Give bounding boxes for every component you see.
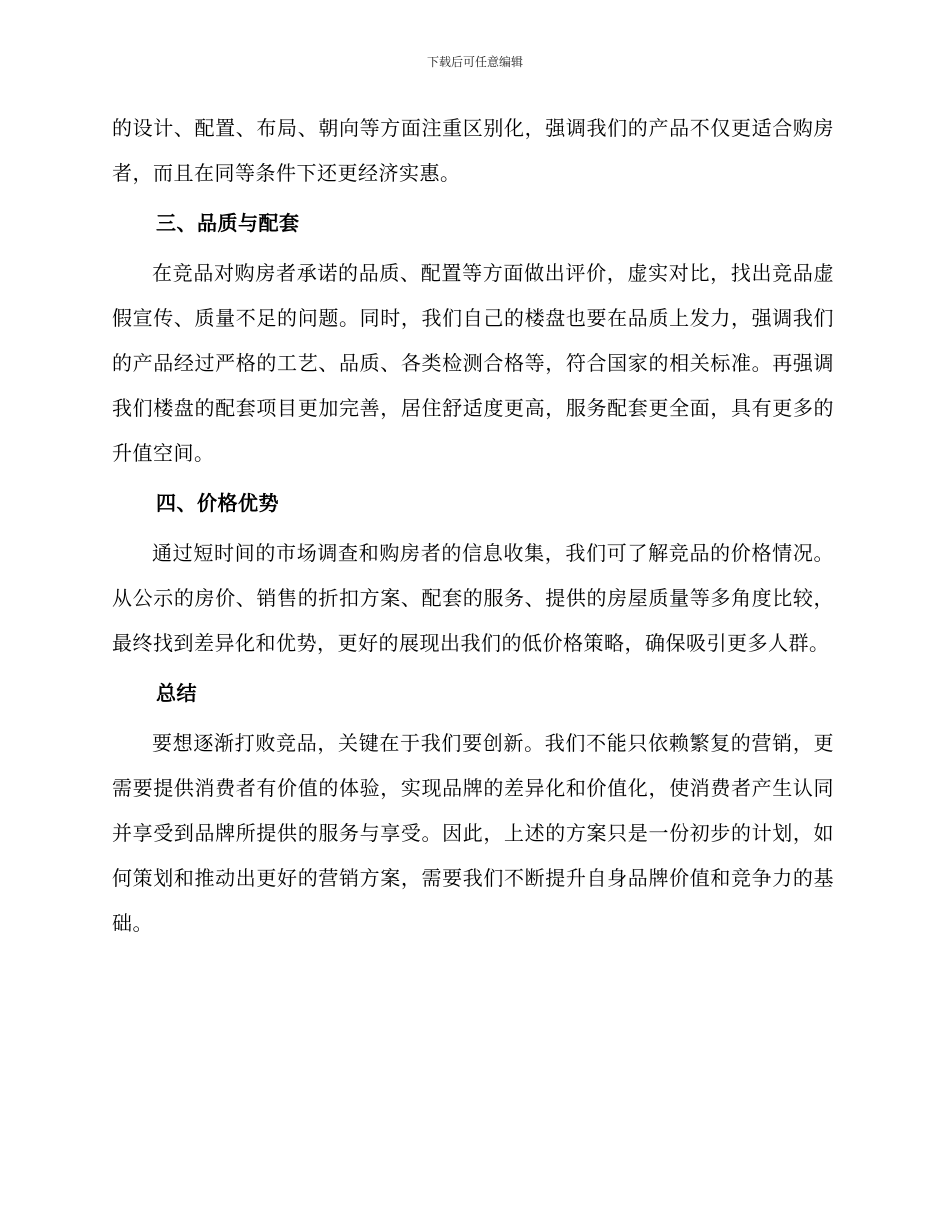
document-body (112, 106, 834, 946)
section-heading-summary: 总结 (156, 681, 197, 705)
paragraph-summary: 要想逐渐打败竞品，关键在于我们要创新。我们不能只依赖繁复的营销，更需要提供消费者有价值的体验，实现品牌的差异化和价值化，使消费者产生认同并享受到品牌所提供的服务与享受。因此，上述的方案只是一份初步的计划，如何策划和推动出更好的营销方案，需要我们不断提升自身品牌价值和竞争力的基础。 (112, 731, 834, 935)
paragraph-continued-design: 的设计、配置、布局、朝向等方面注重区别化，强调我们的产品不仅更适合购房者，而且在同等条件下还更经济实惠。 (112, 116, 834, 185)
section-heading-quality: 三、品质与配套 (156, 211, 300, 235)
paragraph-quality: 在竞品对购房者承诺的品质、配置等方面做出评价，虚实对比，找出竞品虚假宣传、质量不足的问题。同时，我们自己的楼盘也要在品质上发力，强调我们的产品经过严格的工艺、品质、各类检测合格等，符合国家的相关标准。再强调我们楼盘的配套项目更加完善，居住舒适度更高，服务配套更全面，具有更多的升值空间。 (112, 261, 834, 465)
section-heading-price: 四、价格优势 (156, 491, 279, 515)
paragraph-price: 通过短时间的市场调查和购房者的信息收集，我们可了解竞品的价格情况。从公示的房价、销售的折扣方案、配套的服务、提供的房屋质量等多角度比较，最终找到差异化和优势，更好的展现出我们的低价格策略，确保吸引更多人群。 (112, 541, 834, 655)
page-header: 下载后可任意编辑 (426, 55, 523, 69)
